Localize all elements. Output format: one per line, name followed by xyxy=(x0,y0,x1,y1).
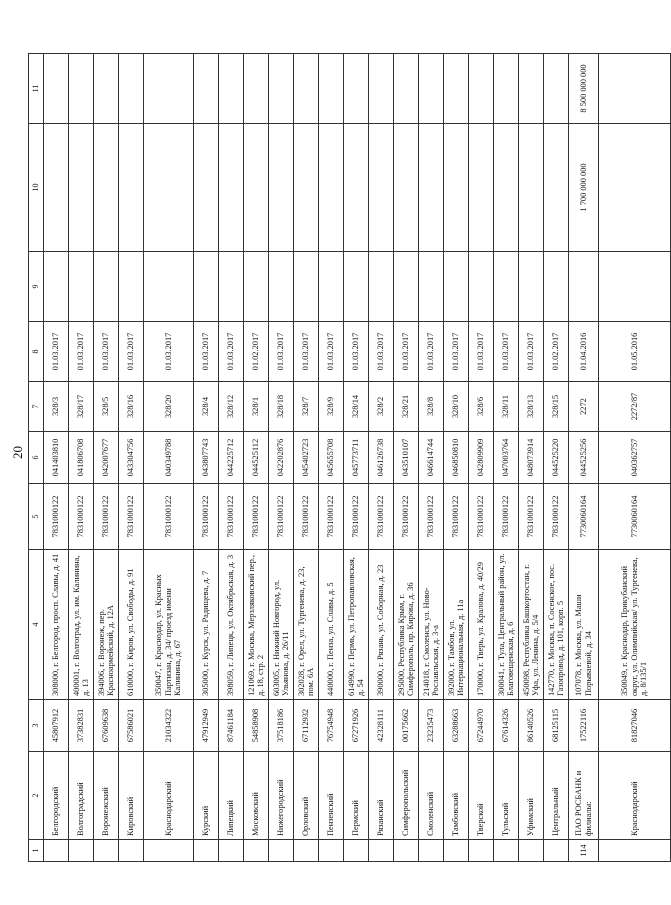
cell-col-8: 01.03.2017 xyxy=(469,322,494,382)
cell-col-6: 042809909 xyxy=(469,432,494,484)
cell-col-4: 107078, г. Москва, ул. Маши Порываевой, д. 34 xyxy=(569,550,599,700)
cell-col-10 xyxy=(69,124,94,252)
cell-col-9 xyxy=(369,252,394,322)
cell-col-11 xyxy=(194,54,219,124)
cell-col-9 xyxy=(119,252,144,322)
cell-col-11 xyxy=(219,54,244,124)
table-row xyxy=(544,54,569,862)
cell-col-6: 043807743 xyxy=(194,432,219,484)
cell-col-10 xyxy=(599,124,671,252)
cell-col-3: 42328111 xyxy=(369,700,394,752)
table-row xyxy=(344,54,369,862)
cell-col-4: 170000, г. Тверь, ул. Кралова, д. 40/29 xyxy=(469,550,494,700)
cell-col-8: 01.03.2017 xyxy=(419,322,444,382)
cell-col-10 xyxy=(244,124,269,252)
cell-col-4: 308000, г. Белгород, просп. Славы, д. 41 xyxy=(44,550,69,700)
cell-col-6: 046126738 xyxy=(369,432,394,484)
cell-col-7: 328/15 xyxy=(544,382,569,432)
cell-col-4: 295000, Республика Крым, г. Симферополь, пр. Кирова, д. 36 xyxy=(394,550,419,700)
cell-col-1 xyxy=(319,840,344,862)
table-row xyxy=(144,54,194,862)
cell-col-9 xyxy=(319,252,344,322)
cell-col-4: 450098, Республика Башкортостан, г. Уфа, ул. Ленина, д. 5/4 xyxy=(519,550,544,700)
cell-col-8: 01.03.2017 xyxy=(194,322,219,382)
col-num-3: 3 xyxy=(29,700,44,752)
cell-col-3: 17522116 xyxy=(569,700,599,752)
cell-col-2: Волгоградский xyxy=(69,752,94,840)
cell-col-5: 7831000122 xyxy=(244,484,269,550)
col-num-8: 8 xyxy=(29,322,44,382)
table-row xyxy=(194,54,219,862)
table-row xyxy=(394,54,419,862)
cell-col-4: 398059, г. Липецк, ул. Октябрьская, д. 3 xyxy=(219,550,244,700)
cell-col-7: 328/9 xyxy=(319,382,344,432)
cell-col-5: 7831000122 xyxy=(69,484,94,550)
cell-col-4: 214018, г. Смоленск, ул. Ново-Рославльская, д. 3-а xyxy=(419,550,444,700)
cell-col-5: 7831000122 xyxy=(519,484,544,550)
cell-col-3: 67112932 xyxy=(294,700,319,752)
cell-col-2: Центральный xyxy=(544,752,569,840)
cell-col-7: 328/4 xyxy=(194,382,219,432)
cell-col-9 xyxy=(219,252,244,322)
cell-col-3: 63288663 xyxy=(444,700,469,752)
cell-col-7: 328/7 xyxy=(294,382,319,432)
col-num-6: 6 xyxy=(29,432,44,484)
cell-col-8: 01.04.2016 xyxy=(569,322,599,382)
cell-col-2: Краснодарский xyxy=(144,752,194,840)
cell-col-8: 01.03.2017 xyxy=(369,322,394,382)
cell-col-7: 2272 xyxy=(569,382,599,432)
cell-col-5: 7831000122 xyxy=(469,484,494,550)
cell-col-3: 68125115 xyxy=(544,700,569,752)
cell-col-11 xyxy=(544,54,569,124)
cell-col-9 xyxy=(444,252,469,322)
cell-col-1 xyxy=(44,840,69,862)
cell-col-2: Краснодарский xyxy=(599,752,671,840)
table-row xyxy=(69,54,94,862)
cell-col-5: 7730060164 xyxy=(599,484,671,550)
cell-col-5: 7831000122 xyxy=(544,484,569,550)
cell-col-6: 045773711 xyxy=(344,432,369,484)
cell-col-9 xyxy=(194,252,219,322)
cell-col-6: 042202876 xyxy=(269,432,294,484)
cell-col-7: 328/8 xyxy=(419,382,444,432)
cell-col-1 xyxy=(419,840,444,862)
cell-col-5: 7831000122 xyxy=(94,484,119,550)
cell-col-7: 328/10 xyxy=(444,382,469,432)
cell-col-3: 45807912 xyxy=(44,700,69,752)
cell-col-6: 044525112 xyxy=(244,432,269,484)
cell-col-2: ПАО РОСБАНК и филиалы: xyxy=(569,752,599,840)
cell-col-5: 7831000122 xyxy=(44,484,69,550)
cell-col-4: 440000, г. Пенза, ул. Славы, д. 5 xyxy=(319,550,344,700)
cell-col-8: 01.03.2017 xyxy=(219,322,244,382)
cell-col-7: 328/17 xyxy=(69,382,94,432)
cell-col-8: 01.03.2017 xyxy=(69,322,94,382)
col-num-10: 10 xyxy=(29,124,44,252)
cell-col-9 xyxy=(394,252,419,322)
cell-col-1 xyxy=(69,840,94,862)
cell-col-4: 350049, г. Краснодар, Прикубанский округ, ул. Олимпийская/ ул. Тургенева, д. 8/135/1 xyxy=(599,550,671,700)
cell-col-7: 328/21 xyxy=(394,382,419,432)
table-row xyxy=(599,54,671,862)
cell-col-8: 01.02.2017 xyxy=(244,322,269,382)
cell-col-4: 610000, г. Киров, ул. Свободы, д. 91 xyxy=(119,550,144,700)
cell-col-8: 01.03.2017 xyxy=(519,322,544,382)
cell-col-1 xyxy=(219,840,244,862)
cell-col-6: 044525220 xyxy=(544,432,569,484)
cell-col-7: 328/20 xyxy=(144,382,194,432)
cell-col-9 xyxy=(44,252,69,322)
cell-col-1 xyxy=(599,840,671,862)
table-row xyxy=(444,54,469,862)
cell-col-11 xyxy=(319,54,344,124)
cell-col-1 xyxy=(269,840,294,862)
cell-col-10 xyxy=(369,124,394,252)
cell-col-11 xyxy=(294,54,319,124)
cell-col-3: 67271926 xyxy=(344,700,369,752)
cell-col-3: 81827046 xyxy=(599,700,671,752)
cell-col-5: 7831000122 xyxy=(144,484,194,550)
cell-col-1 xyxy=(294,840,319,862)
cell-col-1 xyxy=(94,840,119,862)
cell-col-9 xyxy=(419,252,444,322)
cell-col-11 xyxy=(269,54,294,124)
table-row xyxy=(369,54,394,862)
cell-col-5: 7831000122 xyxy=(344,484,369,550)
cell-col-6: 046850810 xyxy=(444,432,469,484)
cell-col-11 xyxy=(144,54,194,124)
cell-col-3: 47912949 xyxy=(194,700,219,752)
cell-col-11 xyxy=(69,54,94,124)
cell-col-10 xyxy=(119,124,144,252)
cell-col-11 xyxy=(419,54,444,124)
table-row xyxy=(419,54,444,862)
cell-col-8: 01.03.2017 xyxy=(319,322,344,382)
cell-col-9 xyxy=(294,252,319,322)
cell-col-1 xyxy=(144,840,194,862)
cell-col-7: 328/14 xyxy=(344,382,369,432)
cell-col-1 xyxy=(244,840,269,862)
cell-col-7: 2272/87 xyxy=(599,382,671,432)
cell-col-3: 21034322 xyxy=(144,700,194,752)
cell-col-2: Симферопольский xyxy=(394,752,419,840)
cell-col-6: 044525256 xyxy=(569,432,599,484)
cell-col-1 xyxy=(544,840,569,862)
cell-col-5: 7831000122 xyxy=(294,484,319,550)
cell-col-2: Уфимский xyxy=(519,752,544,840)
cell-col-11 xyxy=(94,54,119,124)
cell-col-8: 01.03.2017 xyxy=(494,322,519,382)
cell-col-7: 328/6 xyxy=(469,382,494,432)
cell-col-2: Нижегородский xyxy=(269,752,294,840)
cell-col-5: 7831000122 xyxy=(494,484,519,550)
cell-col-2: Липецкий xyxy=(219,752,244,840)
cell-col-9 xyxy=(494,252,519,322)
cell-col-3: 00175662 xyxy=(394,700,419,752)
cell-col-6: 041403810 xyxy=(44,432,69,484)
cell-col-8: 01.03.2017 xyxy=(344,322,369,382)
cell-col-6: 041806708 xyxy=(69,432,94,484)
cell-col-3: 67614326 xyxy=(494,700,519,752)
cell-col-11 xyxy=(519,54,544,124)
cell-col-11 xyxy=(44,54,69,124)
cell-col-6: 046614744 xyxy=(419,432,444,484)
cell-col-10 xyxy=(94,124,119,252)
cell-col-4: 394006, г. Воронеж, пер. Красноармейский, д. 12А xyxy=(94,550,119,700)
cell-col-10 xyxy=(394,124,419,252)
cell-col-4: 392000, г. Тамбов, ул. Интернациональная, д. 11а xyxy=(444,550,469,700)
cell-col-6: 045655708 xyxy=(319,432,344,484)
cell-col-9 xyxy=(144,252,194,322)
cell-col-9 xyxy=(94,252,119,322)
cell-col-11 xyxy=(599,54,671,124)
cell-col-9 xyxy=(69,252,94,322)
cell-col-7: 328/16 xyxy=(119,382,144,432)
cell-col-4: 400001, г. Волгоград, ул. им. Калинина, д. 13 xyxy=(69,550,94,700)
cell-col-8: 01.03.2017 xyxy=(94,322,119,382)
cell-col-3: 67609638 xyxy=(94,700,119,752)
table-row xyxy=(44,54,69,862)
cell-col-7: 328/12 xyxy=(219,382,244,432)
cell-col-11 xyxy=(444,54,469,124)
cell-col-4: 614990, г. Пермь, ул. Петропавловская, д. 54 xyxy=(344,550,369,700)
cell-col-2: Московский xyxy=(244,752,269,840)
cell-col-2: Смоленский xyxy=(419,752,444,840)
cell-col-10 xyxy=(269,124,294,252)
cell-col-5: 7831000122 xyxy=(319,484,344,550)
cell-col-1: 114 xyxy=(569,840,599,862)
cell-col-2: Тульский xyxy=(494,752,519,840)
cell-col-11 xyxy=(344,54,369,124)
cell-col-6: 045402723 xyxy=(294,432,319,484)
cell-col-1 xyxy=(494,840,519,862)
cell-col-6: 040349788 xyxy=(144,432,194,484)
cell-col-8: 01.03.2017 xyxy=(144,322,194,382)
cell-col-3: 76754948 xyxy=(319,700,344,752)
cell-col-2: Пензенский xyxy=(319,752,344,840)
cell-col-8: 01.03.2017 xyxy=(119,322,144,382)
cell-col-11 xyxy=(494,54,519,124)
cell-col-3: 23235473 xyxy=(419,700,444,752)
cell-col-7: 328/3 xyxy=(44,382,69,432)
table-row xyxy=(119,54,144,862)
cell-col-4: 350047, г. Краснодар, ул. Красных Партизан, д. 34/ проезд имени Калинина, д. 67 xyxy=(144,550,194,700)
cell-col-1 xyxy=(394,840,419,862)
cell-col-6: 042007677 xyxy=(94,432,119,484)
table-row xyxy=(494,54,519,862)
cell-col-11 xyxy=(369,54,394,124)
cell-col-3: 37518186 xyxy=(269,700,294,752)
cell-col-11 xyxy=(244,54,269,124)
cell-col-10 xyxy=(419,124,444,252)
cell-col-9 xyxy=(244,252,269,322)
cell-col-3: 54858908 xyxy=(244,700,269,752)
cell-col-4: 305000, г. Курск, ул. Радищева, д. 7 xyxy=(194,550,219,700)
cell-col-6: 044225712 xyxy=(219,432,244,484)
cell-col-5: 7831000122 xyxy=(119,484,144,550)
cell-col-6: 043304756 xyxy=(119,432,144,484)
cell-col-10 xyxy=(319,124,344,252)
cell-col-7: 328/11 xyxy=(494,382,519,432)
cell-col-8: 01.03.2017 xyxy=(444,322,469,382)
table-row xyxy=(219,54,244,862)
cell-col-5: 7831000122 xyxy=(394,484,419,550)
cell-col-10 xyxy=(294,124,319,252)
cell-col-4: 390000, г. Рязань, ул. Соборная, д. 23 xyxy=(369,550,394,700)
cell-col-7: 328/18 xyxy=(269,382,294,432)
cell-col-10 xyxy=(344,124,369,252)
table-row xyxy=(519,54,544,862)
cell-col-5: 7831000122 xyxy=(219,484,244,550)
cell-col-10 xyxy=(544,124,569,252)
cell-col-2: Рязанский xyxy=(369,752,394,840)
cell-col-3: 67586021 xyxy=(119,700,144,752)
cell-col-6: 043510107 xyxy=(394,432,419,484)
cell-col-10 xyxy=(519,124,544,252)
cell-col-5: 7831000122 xyxy=(269,484,294,550)
cell-col-6: 040362757 xyxy=(599,432,671,484)
col-num-2: 2 xyxy=(29,752,44,840)
cell-col-5: 7831000122 xyxy=(419,484,444,550)
col-num-4: 4 xyxy=(29,550,44,700)
cell-col-4: 603005, г. Нижний Новгород, ул. Ульянова, д. 26/11 xyxy=(269,550,294,700)
column-number-row xyxy=(29,54,44,862)
cell-col-4: 121069, г. Москва, Мерзляковский пер., д. 18, стр. 2 xyxy=(244,550,269,700)
cell-col-11: 8 500 000 000 xyxy=(569,54,599,124)
cell-col-1 xyxy=(519,840,544,862)
table-row xyxy=(94,54,119,862)
table-row xyxy=(294,54,319,862)
cell-col-6: 048073914 xyxy=(519,432,544,484)
cell-col-3: 86140526 xyxy=(519,700,544,752)
table-body xyxy=(44,54,671,862)
cell-col-3: 87461184 xyxy=(219,700,244,752)
cell-col-10 xyxy=(144,124,194,252)
cell-col-5: 7730060164 xyxy=(569,484,599,550)
cell-col-4: 302028, г. Орел, ул. Тургенева, д. 23, пом. 6А xyxy=(294,550,319,700)
cell-col-9 xyxy=(519,252,544,322)
cell-col-8: 01.05.2016 xyxy=(599,322,671,382)
cell-col-4: 300041, г. Тула, Центральный район, ул. Благовещенская, д. 6 xyxy=(494,550,519,700)
cell-col-7: 328/1 xyxy=(244,382,269,432)
cell-col-2: Тамбовский xyxy=(444,752,469,840)
cell-col-1 xyxy=(194,840,219,862)
cell-col-10 xyxy=(44,124,69,252)
cell-col-2: Белгородский xyxy=(44,752,69,840)
cell-col-10 xyxy=(494,124,519,252)
col-num-7: 7 xyxy=(29,382,44,432)
cell-col-9 xyxy=(599,252,671,322)
cell-col-9 xyxy=(269,252,294,322)
cell-col-5: 7831000122 xyxy=(444,484,469,550)
cell-col-1 xyxy=(119,840,144,862)
cell-col-7: 328/13 xyxy=(519,382,544,432)
cell-col-2: Курский xyxy=(194,752,219,840)
cell-col-9 xyxy=(544,252,569,322)
cell-col-1 xyxy=(444,840,469,862)
cell-col-10 xyxy=(194,124,219,252)
col-num-11: 11 xyxy=(29,54,44,124)
cell-col-8: 01.03.2017 xyxy=(294,322,319,382)
cell-col-8: 01.03.2017 xyxy=(394,322,419,382)
cell-col-7: 328/2 xyxy=(369,382,394,432)
page-number: 20 xyxy=(10,446,25,459)
cell-col-3: 37382831 xyxy=(69,700,94,752)
table-row xyxy=(569,54,599,862)
registry-table xyxy=(28,53,671,862)
cell-col-6: 047003764 xyxy=(494,432,519,484)
cell-col-10 xyxy=(469,124,494,252)
col-num-9: 9 xyxy=(29,252,44,322)
cell-col-8: 01.02.2017 xyxy=(544,322,569,382)
cell-col-5: 7831000122 xyxy=(194,484,219,550)
cell-col-8: 01.03.2017 xyxy=(44,322,69,382)
cell-col-2: Орловский xyxy=(294,752,319,840)
table-row xyxy=(319,54,344,862)
cell-col-2: Кировский xyxy=(119,752,144,840)
cell-col-2: Воронежский xyxy=(94,752,119,840)
cell-col-2: Тверской xyxy=(469,752,494,840)
cell-col-11 xyxy=(469,54,494,124)
cell-col-10: 1 700 000 000 xyxy=(569,124,599,252)
cell-col-7: 328/5 xyxy=(94,382,119,432)
cell-col-8: 01.03.2017 xyxy=(269,322,294,382)
cell-col-1 xyxy=(344,840,369,862)
cell-col-9 xyxy=(344,252,369,322)
cell-col-1 xyxy=(369,840,394,862)
cell-col-11 xyxy=(119,54,144,124)
cell-col-9 xyxy=(569,252,599,322)
cell-col-1 xyxy=(469,840,494,862)
cell-col-3: 67244970 xyxy=(469,700,494,752)
table-row xyxy=(244,54,269,862)
col-num-5: 5 xyxy=(29,484,44,550)
table-row xyxy=(269,54,294,862)
cell-col-4: 142770, г. Москва, п. Сосенское, пос. Газопровод, д. 101, корп. 5 xyxy=(544,550,569,700)
cell-col-11 xyxy=(394,54,419,124)
cell-col-10 xyxy=(219,124,244,252)
cell-col-10 xyxy=(444,124,469,252)
cell-col-9 xyxy=(469,252,494,322)
cell-col-5: 7831000122 xyxy=(369,484,394,550)
table-row xyxy=(469,54,494,862)
cell-col-2: Пермский xyxy=(344,752,369,840)
col-num-1: 1 xyxy=(29,840,44,862)
